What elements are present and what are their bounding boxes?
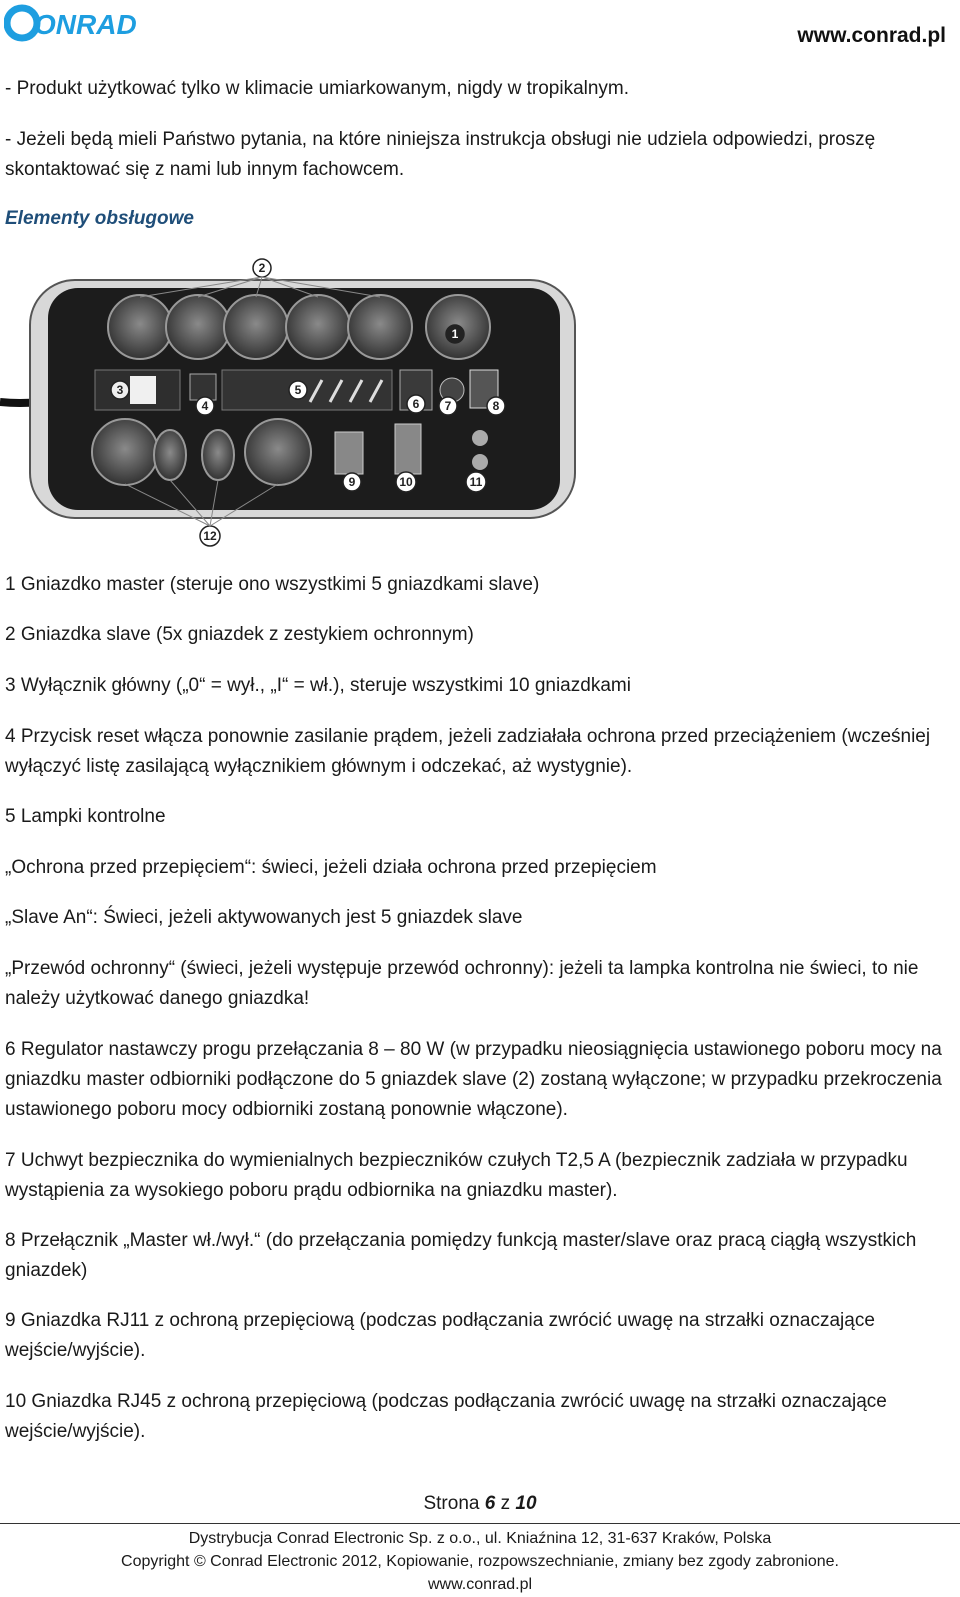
item-4: 4 Przycisk reset włącza ponownie zasilanie prądem, jeżeli zadziałała ochrona przed przeciążeniem (wcześniej wyłączyć listę zasilającą wyłącznikiem głównym i odczekać, aż wystygnie). xyxy=(5,726,931,777)
item-2: 2 Gniazdka slave (5x gniazdek z zestykiem ochronnym) xyxy=(5,624,474,645)
callout-8 xyxy=(487,397,505,415)
item-10: 10 Gniazdka RJ45 z ochroną przepięciową (podczas podłączania zwrócić uwagę na strzałki oznaczające wejście/wyjście). xyxy=(5,1391,887,1442)
callout-12 xyxy=(200,526,220,546)
power-strip-photo xyxy=(0,252,590,552)
page-number: Strona 6 z 10 xyxy=(423,1493,537,1514)
item-1: 1 Gniazdko master (steruje ono wszystkimi 5 gniazdkami slave) xyxy=(5,574,540,595)
item-8: 8 Przełącznik „Master wł./wył.“ (do przełączania pomiędzy funkcją master/slave oraz pracą ciągłą wszystkich gniazdek) xyxy=(5,1230,917,1281)
section-title: Elementy obsługowe xyxy=(5,208,194,229)
callout-4 xyxy=(196,397,214,415)
callout-11 xyxy=(466,472,486,492)
footer-line-2: Copyright © Conrad Electronic 2012, Kopiowanie, rozpowszechnianie, zmiany bez zgody zabronione. xyxy=(121,1553,839,1570)
item-3: 3 Wyłącznik główny („0“ = wył., „I“ = wł.), steruje wszystkimi 10 gniazdkami xyxy=(5,675,631,696)
item-6: 6 Regulator nastawczy progu przełączania 8 – 80 W (w przypadku nieosiągnięcia ustawionego poboru mocy na gniazdku master odbiorniki podłączone do 5 gniazdek slave (2) zostaną wyłączone; w przypadku przekroczenia ustawionego poboru mocy odbiorniki zostaną ponownie włączone). xyxy=(5,1039,942,1120)
item-7: 7 Uchwyt bezpiecznika do wymienialnych bezpieczników czułych T2,5 A (bezpiecznik zadziała w przypadku wystąpienia za wysokiego poboru prądu odbiornika na gniazdku master). xyxy=(5,1150,908,1201)
footer-line-1: Dystrybucja Conrad Electronic Sp. z o.o., ul. Kniaźnina 12, 31-637 Kraków, Polska xyxy=(188,1530,772,1547)
svg-text:9: 9 xyxy=(348,475,356,489)
callout-1 xyxy=(446,325,464,343)
item-5: 5 Lampki kontrolne xyxy=(5,806,166,827)
intro-paragraph-1: - Produkt użytkować tylko w klimacie umiarkowanym, nigdy w tropikalnym. xyxy=(5,78,630,99)
intro-paragraph-2: - Jeżeli będą mieli Państwo pytania, na które niniejsza instrukcja obsługi nie udziela odpowiedzi, proszę skontaktować się z nami lub innym fachowcem. xyxy=(5,129,876,180)
item-5a: „Ochrona przed przepięciem“: świeci, jeżeli działa ochrona przed przepięciem xyxy=(5,857,657,878)
footer-divider xyxy=(0,1523,960,1524)
callout-6 xyxy=(407,395,425,413)
svg-text:3: 3 xyxy=(116,383,124,397)
svg-text:11: 11 xyxy=(469,475,483,489)
item-5c: „Przewód ochronny“ (świeci, jeżeli występuje przewód ochronny): jeżeli ta lampka kontrolna nie świeci, to nie należy użytkować danego gniazdka! xyxy=(5,958,919,1009)
callout-2 xyxy=(253,259,271,277)
conrad-logo xyxy=(4,4,156,42)
callout-9 xyxy=(343,473,361,491)
svg-text:2: 2 xyxy=(258,261,266,275)
callout-5 xyxy=(289,381,307,399)
footer-line-3: www.conrad.pl xyxy=(427,1576,533,1593)
svg-text:1: 1 xyxy=(451,327,459,341)
callout-7 xyxy=(439,397,457,415)
item-5b: „Slave An“: Świeci, jeżeli aktywowanych jest 5 gniazdek slave xyxy=(5,907,523,928)
svg-text:6: 6 xyxy=(412,397,420,411)
svg-text:4: 4 xyxy=(201,399,209,413)
callout-10 xyxy=(396,472,416,492)
svg-text:10: 10 xyxy=(399,475,413,489)
svg-text:5: 5 xyxy=(294,383,302,397)
site-url: www.conrad.pl xyxy=(797,24,946,47)
svg-text:12: 12 xyxy=(203,529,217,543)
svg-text:ONRAD: ONRAD xyxy=(34,9,137,40)
item-9: 9 Gniazdka RJ11 z ochroną przepięciową (podczas podłączania zwrócić uwagę na strzałki oznaczające wejście/wyjście). xyxy=(5,1310,875,1361)
svg-text:8: 8 xyxy=(492,399,500,413)
svg-text:7: 7 xyxy=(444,399,452,413)
callout-3 xyxy=(111,381,129,399)
